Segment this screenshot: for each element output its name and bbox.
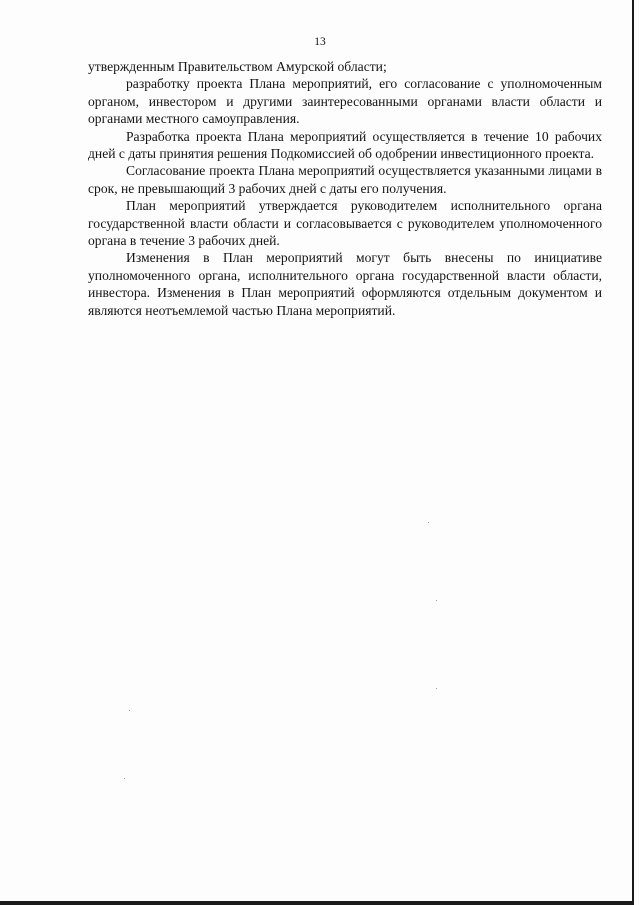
paragraph-plan-approval: План мероприятий утверждается руководителем исполнительного органа государственной власти области и согласовывается с руководителем уполномоченного органа в течение 3 рабочих дней.: [88, 198, 602, 249]
paragraph-plan-development: разработку проекта Плана мероприятий, его согласование с уполномоченным органом, инвестором и другими заинтересованными органами власти области и органами местного самоуправления.: [88, 76, 602, 127]
paragraph-continuation: утвержденным Правительством Амурской области;: [88, 59, 387, 74]
scan-speck: [436, 688, 437, 689]
scan-speck: [129, 710, 130, 711]
paragraph-approval-timeline: Согласование проекта Плана мероприятий осуществляется указанными лицами в срок, не превышающий 3 рабочих дней с даты его получения.: [88, 163, 602, 196]
page-number: 13: [314, 36, 326, 48]
document-body: [88, 58, 602, 319]
scan-border-right: [632, 0, 634, 905]
paragraph-development-timeline: Разработка проекта Плана мероприятий осуществляется в течение 10 рабочих дней с даты принятия решения Подкомиссией об одобрении инвестиционного проекта.: [88, 128, 602, 162]
scan-border-bottom: [0, 901, 634, 905]
paragraph-plan-changes: Изменения в План мероприятий могут быть внесены по инициативе уполномоченного органа, исполнительного органа государственной власти области, инвестора. Изменения в План мероприятий оформляются отдельным документом и являются неотъемлемой частью Плана мероприятий.: [88, 250, 602, 318]
scan-speck: [436, 600, 437, 601]
scan-speck: [124, 778, 125, 779]
scan-speck: [428, 522, 429, 523]
